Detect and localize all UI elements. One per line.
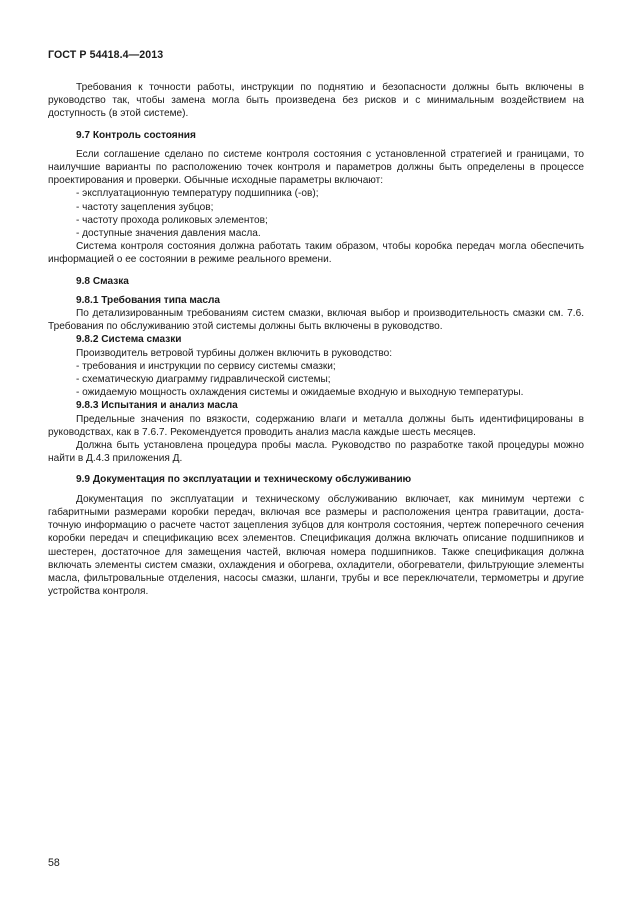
- section-9-8-2-paragraph: Производитель ветровой турбины должен включить в руководство:: [76, 347, 393, 359]
- section-9-7-paragraph-1: Если соглашение сделано по системе контроля состояния с установленной стратегией и границами, то наилучшие варианты по расположению точек контроля и параметров должны быть определены в процессе проектирования и проверки. Обычные исходные параметры включают:: [48, 148, 584, 187]
- section-9-8-2-title: 9.8.2 Система смазки: [76, 334, 182, 346]
- list-item: - требования и инструкции по сервису системы смазки;: [76, 360, 336, 372]
- intro-paragraph: Требования к точности работы, инструкции по поднятию и безопасности должны быть включены в руководство так, чтобы замена могла быть произведена без рисков и с минимальным воздействием на доступность (в этой системе).: [48, 82, 584, 120]
- document-header: ГОСТ Р 54418.4—2013: [48, 49, 164, 61]
- list-item: - ожидаемую мощность охлаждения системы и ожидаемые входную и выходную температуры.: [76, 387, 524, 399]
- list-item: - эксплуатационную температуру подшипника (-ов);: [76, 188, 319, 200]
- section-9-9-paragraph: Документация по эксплуатации и техническому обслуживанию включает, как минимум чертежи с габаритными размерами коробки передач, включая все размеры и расположения центра гравитации, достаточную информацию о расчете частот зацепления зубцов для контроля состояния, чертеж поперечного сечения коробки передач и спецификацию всех элементов. Спецификация должна включать описание подшипников и шестерен, достаточное для замещения частей, включая номера подшипников. Также спецификация должна включать элементы систем смазки, охлаждения и обогрева, охладители, обогреватели, фильтрующие элементы масла, фильтровальные отделения, насосы смазки, шланги, трубы и все переключатели, термометры и другие устройства контроля.: [48, 493, 584, 598]
- section-9-8-3-paragraph-2: Должна быть установлена процедура пробы масла. Руководство по разработке такой процедуры можно найти в Д.4.3 приложения Д.: [48, 440, 584, 465]
- page-number: 58: [48, 857, 60, 869]
- section-9-7-title: 9.7 Контроль состояния: [76, 129, 196, 141]
- page-content: [48, 81, 584, 598]
- list-item: - схематическую диаграмму гидравлической системы;: [76, 374, 331, 386]
- section-9-8-1-paragraph: По детализированным требованиям систем смазки, включая выбор и производительность смазки см. 7.6. Требования по обслуживанию этой системы должны быть включены в руководство.: [48, 308, 584, 333]
- section-9-7-paragraph-2: Система контроля состояния должна работать таким образом, чтобы коробка передач могла обеспечить информацией о ее состоянии в режиме реального времени.: [48, 241, 584, 266]
- section-9-8-title: 9.8 Смазка: [76, 275, 129, 287]
- section-9-8-3-paragraph-1: Предельные значения по вязкости, содержанию влаги и металла должны быть идентифицированы в руководствах, как в 7.6.7. Рекомендуется проводить анализ масла каждые шесть месяцев.: [48, 413, 584, 438]
- list-item: - частоту прохода роликовых элементов;: [76, 214, 268, 226]
- list-item: - частоту зацепления зубцов;: [76, 201, 214, 213]
- list-item: - доступные значения давления масла.: [76, 228, 261, 240]
- section-9-9-title: 9.9 Документация по эксплуатации и техническому обслуживанию: [76, 474, 412, 486]
- section-9-8-3-title: 9.8.3 Испытания и анализ масла: [76, 400, 238, 412]
- section-9-8-1-title: 9.8.1 Требования типа масла: [76, 294, 221, 306]
